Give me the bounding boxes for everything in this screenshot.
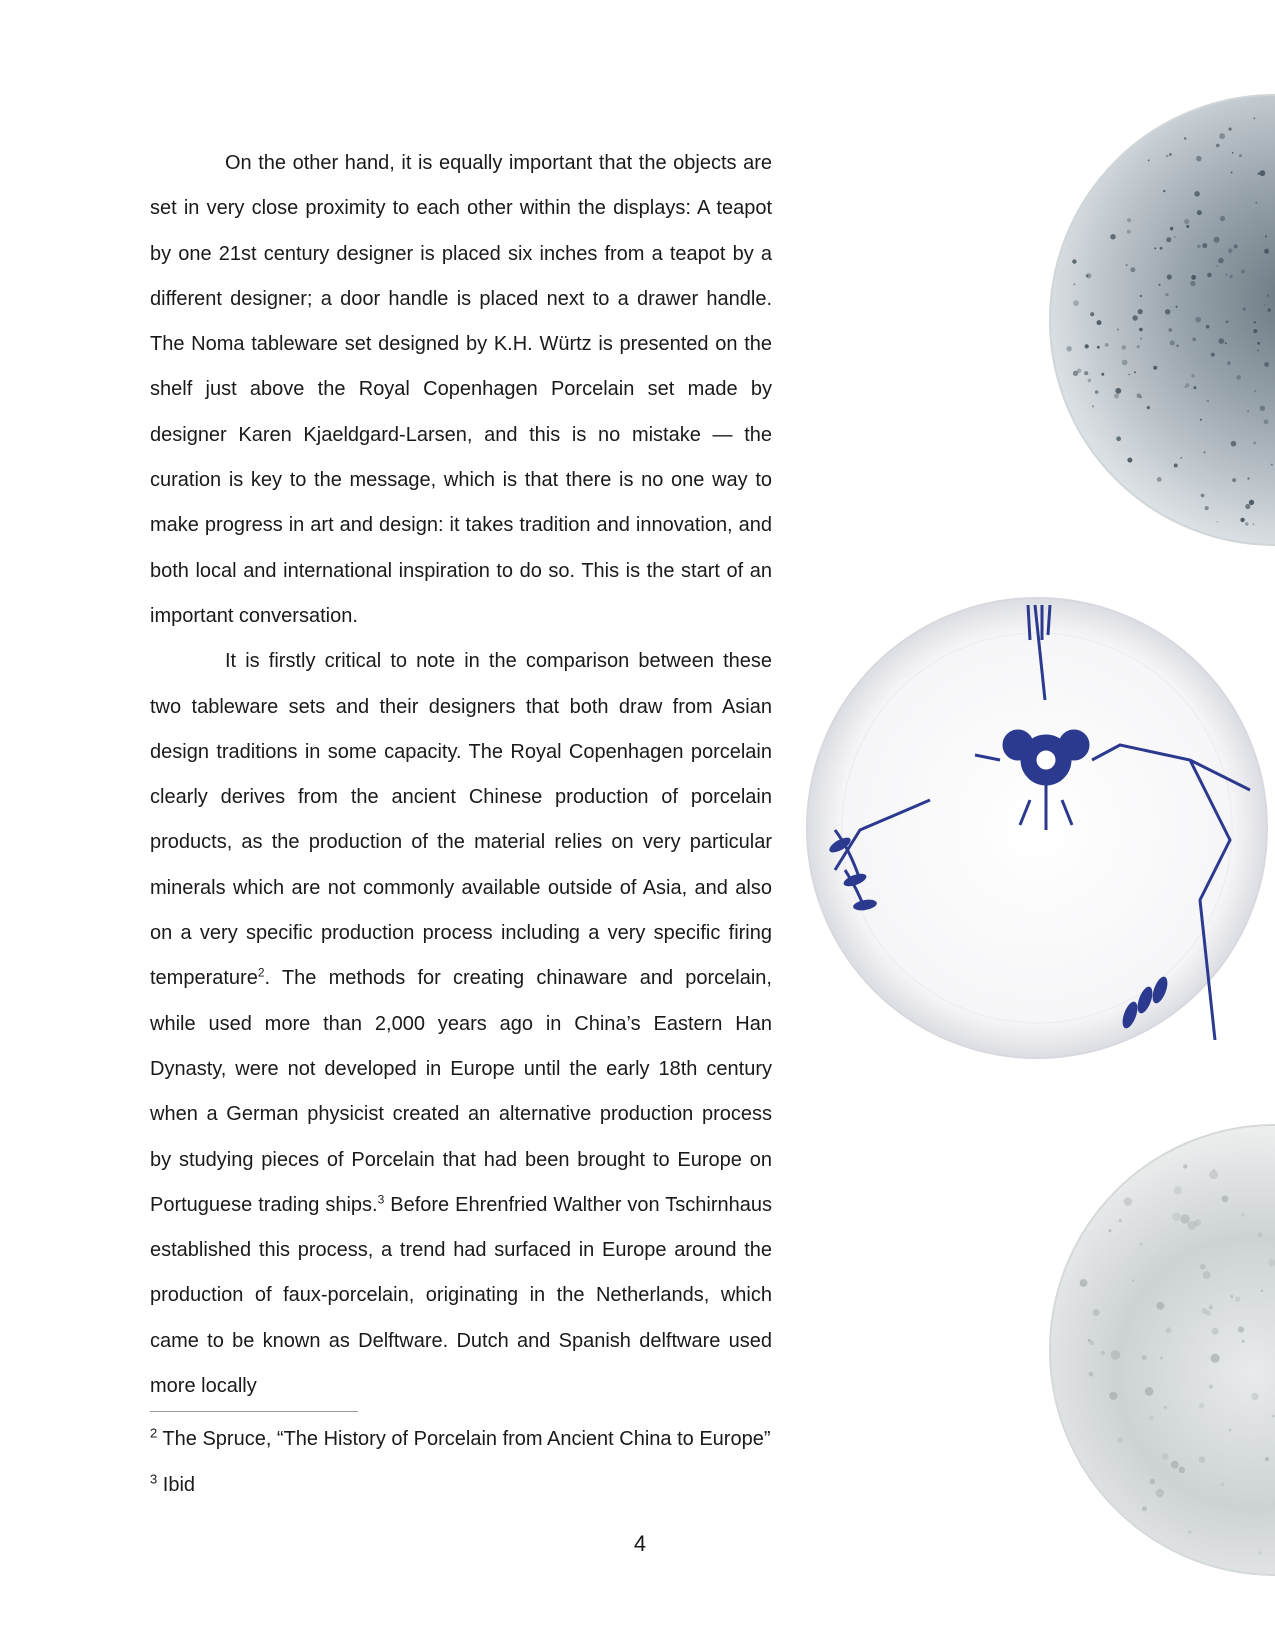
plate-speck [1166, 155, 1169, 158]
plate-speck [1149, 1416, 1154, 1421]
plate-speck [1176, 344, 1179, 347]
plate-speck [1258, 1232, 1263, 1237]
paragraph-2-text-a: It is firstly critical to note in the comparison between these two tableware sets and their designers that both draw from Asian design traditions in some capacity. The Royal Copenhagen porcelain clearly derives from the ancient Chinese production of porcelain products, as the production of the material relies on very particular minerals which are not commonly available outside of Asia, and also on a very specific production process including a very specific firing temperature [150, 650, 772, 990]
plate-speck [1077, 369, 1081, 373]
plate-speck [1209, 1305, 1213, 1309]
plate-speck [1228, 1429, 1231, 1432]
plate-speck [1085, 344, 1089, 348]
plate-speck [1221, 1483, 1225, 1487]
plate-speck [1243, 308, 1246, 311]
plate-speck [1260, 406, 1265, 411]
plate-speck [1206, 325, 1210, 329]
plate-speck [1188, 1221, 1197, 1230]
plate-speck [1238, 1326, 1244, 1332]
plate-speck [1242, 1340, 1245, 1343]
plate-speck [1191, 374, 1194, 377]
plate-speck [1124, 1197, 1133, 1206]
plate-speck [1213, 1169, 1216, 1172]
plate-speck [1176, 306, 1178, 308]
plate-speck [1194, 1219, 1201, 1226]
plate-speck [1097, 346, 1100, 349]
plate-speck [1253, 329, 1257, 333]
plate-speck [1201, 1308, 1207, 1314]
plate-speck [1211, 353, 1215, 357]
plate-speck [1202, 243, 1207, 248]
footnote-3-mark: 3 [150, 1471, 158, 1487]
footnote-2-mark: 2 [150, 1425, 158, 1441]
plate-speck [1084, 371, 1088, 375]
plate-speck [1236, 375, 1241, 380]
plate-speck [1247, 411, 1249, 413]
footnote-3 [150, 1471, 196, 1497]
plate-speck [1148, 159, 1150, 161]
grey-plate-image [1050, 1125, 1275, 1575]
plate-speck [1179, 1467, 1185, 1473]
plate-speck [1188, 1530, 1192, 1534]
plate-speck [1109, 1229, 1112, 1232]
plate-speck [1245, 522, 1249, 526]
plate-speck [1249, 500, 1254, 505]
plate-speck [1268, 309, 1270, 311]
plate-speck [1147, 406, 1150, 409]
plate-speck [1251, 1393, 1259, 1401]
plate-speck [1089, 1372, 1094, 1377]
plate-speck [1226, 320, 1229, 323]
plate-speck [1180, 1214, 1189, 1223]
plate-speck [1132, 1280, 1134, 1282]
plate-speck [1132, 315, 1137, 320]
plate-speck [1101, 1351, 1105, 1355]
plate-speck [1195, 317, 1201, 323]
blue-pattern-plate-image [807, 598, 1267, 1058]
plate-speck [1156, 1302, 1164, 1310]
plate-speck [1185, 383, 1189, 387]
plate-speck [1160, 247, 1163, 250]
plate-speck [1226, 274, 1228, 276]
plate-speck [1095, 390, 1099, 394]
plate-speck [1254, 390, 1256, 392]
plate-speck [1166, 237, 1171, 242]
plate-speck [1191, 275, 1196, 280]
plate-speck [1073, 283, 1075, 285]
plate-speck [1114, 394, 1119, 399]
plate-speck [1171, 1461, 1179, 1469]
plate-speck [1197, 245, 1201, 249]
plate-speck [1090, 1341, 1094, 1345]
plate-speck [1086, 273, 1091, 278]
plate-speck [1126, 264, 1128, 266]
plate-speck [1234, 244, 1238, 248]
plate-speck [1183, 1164, 1187, 1168]
plate-speck [1165, 309, 1170, 314]
plate-speck [1184, 219, 1189, 224]
plate-speck [1097, 320, 1102, 325]
plate-speck [1261, 1290, 1263, 1292]
plate-speck [1207, 273, 1212, 278]
paragraph-1-text: On the other hand, it is equally important that the objects are set in very close proximity to each other within the displays: A teapot by one 21st century designer is placed six inches from a teapot by a different designer; a door handle is placed next to a drawer handle. The Noma tableware set designed by K.H. Würtz is presented on the shelf just above the Royal Copenhagen Porcelain set made by designer Karen Kjaeldgard-Larsen, and this is no mistake — the curation is key to the message, which is that there is no one way to make progress in art and design: it takes tradition and innovation, and both local and international inspiration to do so. This is the start of an important conversation. [150, 152, 772, 627]
page-number: 4 [633, 1531, 647, 1556]
plate-speck [1137, 393, 1142, 398]
plate-speck [1140, 1243, 1143, 1246]
plate-speck [1267, 308, 1271, 312]
plate-speck [1186, 225, 1189, 228]
plate-speck [1111, 1350, 1121, 1360]
plate-speck [1203, 1271, 1211, 1279]
footnote-ref-2[interactable]: 2 [257, 965, 265, 980]
plate-speck [1153, 366, 1157, 370]
plate-speck [1185, 386, 1187, 388]
plate-speck [1117, 328, 1119, 330]
footnote-ref-3[interactable]: 3 [377, 1192, 385, 1207]
plate-speck [1137, 345, 1140, 348]
plate-speck [1257, 350, 1259, 352]
plate-speck [1229, 275, 1232, 278]
plate-speck [1122, 345, 1127, 350]
plate-speck [1193, 386, 1196, 389]
plate-speck [1272, 1415, 1274, 1417]
plate-speck [1140, 338, 1142, 340]
plate-speck [1170, 341, 1175, 346]
plate-speck [1118, 1438, 1123, 1443]
plate-speck [1209, 1170, 1218, 1179]
plate-speck [1140, 295, 1142, 297]
plate-speck [1105, 343, 1109, 347]
plate-speck [1267, 295, 1269, 297]
plate-speck [1163, 190, 1165, 192]
plate-speck [1139, 328, 1143, 332]
plate-speck [1227, 361, 1231, 365]
plate-speck [1207, 400, 1210, 403]
plate-speck [1196, 156, 1202, 162]
plate-speck [1066, 346, 1072, 352]
speckled-plate-image [1050, 95, 1275, 545]
plate-speck [1232, 152, 1234, 154]
plate-speck [1199, 1456, 1206, 1463]
plate-speck [1138, 309, 1143, 314]
plate-speck [1229, 128, 1232, 131]
plate-speck [1130, 267, 1135, 272]
plate-speck [1122, 360, 1128, 366]
plate-speck [1231, 172, 1233, 174]
plate-speck [1258, 1551, 1261, 1554]
plate-speck [1192, 337, 1196, 341]
plate-speck [1258, 172, 1261, 175]
plate-speck [1190, 281, 1195, 286]
plate-speck [1164, 1406, 1167, 1409]
plate-speck [1230, 1295, 1233, 1298]
plate-speck [1264, 249, 1269, 254]
plate-speck [1140, 396, 1143, 399]
plate-speck [1211, 1354, 1220, 1363]
plate-speck [1200, 1264, 1206, 1270]
plate-speck [1157, 477, 1162, 482]
plate-speck [1253, 523, 1255, 525]
plate-speck [1212, 1328, 1219, 1335]
paragraph-2 [150, 639, 772, 1409]
plate-speck [1241, 1213, 1245, 1217]
plate-speck [1220, 216, 1225, 221]
plate-speck [1073, 300, 1079, 306]
plate-speck [1235, 1297, 1241, 1303]
plate-speck [1080, 1279, 1088, 1287]
plate-speck [1264, 362, 1269, 367]
plate-speck [1170, 227, 1174, 231]
plate-speck [1201, 494, 1205, 498]
plate-speck [1199, 1403, 1204, 1408]
plate-speck [1247, 477, 1249, 479]
plate-speck [1241, 270, 1245, 274]
plate-speck [1072, 259, 1076, 263]
plate-speck [1150, 1479, 1155, 1484]
plate-speck [1158, 284, 1160, 286]
plate-speck [1206, 1311, 1211, 1316]
plate-speck [1165, 293, 1168, 296]
plate-speck [1225, 342, 1227, 344]
plate-speck [1197, 210, 1202, 215]
plate-speck [1255, 202, 1257, 204]
plate-speck [1145, 1387, 1154, 1396]
plate-speck [1264, 304, 1266, 306]
plate-speck [1205, 506, 1209, 510]
plate-speck [1073, 371, 1078, 376]
plate-speck [1209, 1385, 1213, 1389]
plate-speck [1162, 1453, 1169, 1460]
plate-speck [1169, 328, 1172, 331]
plate-speck [1200, 419, 1202, 421]
plate-speck [1086, 275, 1089, 278]
footnote-3-text: Ibid [157, 1474, 196, 1496]
plate-speck [1116, 436, 1121, 441]
plate-speck [1239, 154, 1242, 157]
plate-speck [1216, 521, 1218, 523]
plate-speck [1169, 153, 1172, 156]
plate-speck [1218, 258, 1224, 264]
body-text [150, 141, 772, 1409]
plate-speck [1174, 1186, 1182, 1194]
plate-speck [1216, 144, 1220, 148]
plate-speck [1088, 1339, 1091, 1342]
plate-speck [1271, 464, 1273, 466]
plate-speck [1172, 1212, 1181, 1221]
plate-speck [1156, 1489, 1164, 1497]
plate-speck [1115, 388, 1121, 394]
plate-speck [1142, 1506, 1147, 1511]
plate-speck [1253, 442, 1256, 445]
plate-speck [1260, 170, 1266, 176]
plate-speck [1093, 1309, 1100, 1316]
plate-speck [1101, 373, 1104, 376]
plate-speck [1231, 441, 1237, 447]
paragraph-2-text-b: . The methods for creating chinaware and porcelain, while used more than 2,000 years ago in China’s Eastern Han Dynasty, were not developed in Europe until the early 18th century when a German physicist created an alternative production process by studying pieces of Porcelain that had been brought to Europe on Portuguese trading ships. [150, 967, 772, 1216]
plate-speck [1232, 478, 1236, 482]
plate-speck [1216, 265, 1218, 267]
plate-speck [1257, 342, 1260, 345]
plate-speck [1142, 1355, 1147, 1360]
plate-speck [1166, 1327, 1172, 1333]
plate-speck [1119, 1219, 1122, 1222]
footnote-2-text: The Spruce, “The History of Porcelain from Ancient China to Europe” [157, 1428, 771, 1450]
plate-speck [1109, 1392, 1117, 1400]
plate-speck [1194, 191, 1200, 197]
plate-speck [1218, 338, 1224, 344]
plate-speck [1092, 405, 1094, 407]
plate-speck [1254, 321, 1256, 323]
plate-speck [1245, 504, 1250, 509]
plate-speck [1174, 236, 1176, 238]
plate-speck [1254, 118, 1256, 120]
plate-speck [1214, 237, 1220, 243]
plate-speck [1180, 457, 1182, 459]
plate-speck [1264, 419, 1269, 424]
plate-speck [1127, 218, 1131, 222]
plate-speck [1265, 1457, 1269, 1461]
footnote-divider [150, 1411, 358, 1412]
paragraph-1 [150, 141, 772, 639]
plate-speck [1127, 458, 1132, 463]
paragraph-2-text-c: Before Ehrenfried Walther von Tschirnhaus established this process, a trend had surfaced in Europe around the production of faux-porcelain, originating in the Netherlands, which came to be known as Delftware. Dutch and Spanish delftware used more locally [150, 1193, 772, 1398]
plate-speck [1088, 379, 1092, 383]
plate-speck [1127, 230, 1131, 234]
plate-speck [1184, 137, 1186, 139]
plate-speck [1090, 312, 1094, 316]
plate-speck [1110, 234, 1116, 240]
plate-speck [1128, 374, 1130, 376]
plate-speck [1265, 235, 1267, 237]
plate-speck [1228, 248, 1233, 253]
plate-speck [1134, 371, 1136, 373]
plate-speck [1154, 247, 1156, 249]
plate-speck [1160, 1357, 1163, 1360]
plate-speck [1174, 464, 1178, 468]
plate-speck [1268, 1259, 1275, 1267]
plate-speck [1222, 1195, 1229, 1202]
footnote-2 [150, 1425, 771, 1451]
plate-speck [1240, 518, 1244, 522]
plate-speck [1219, 133, 1225, 139]
plate-speck [1204, 451, 1206, 453]
plate-speck [1167, 274, 1172, 279]
